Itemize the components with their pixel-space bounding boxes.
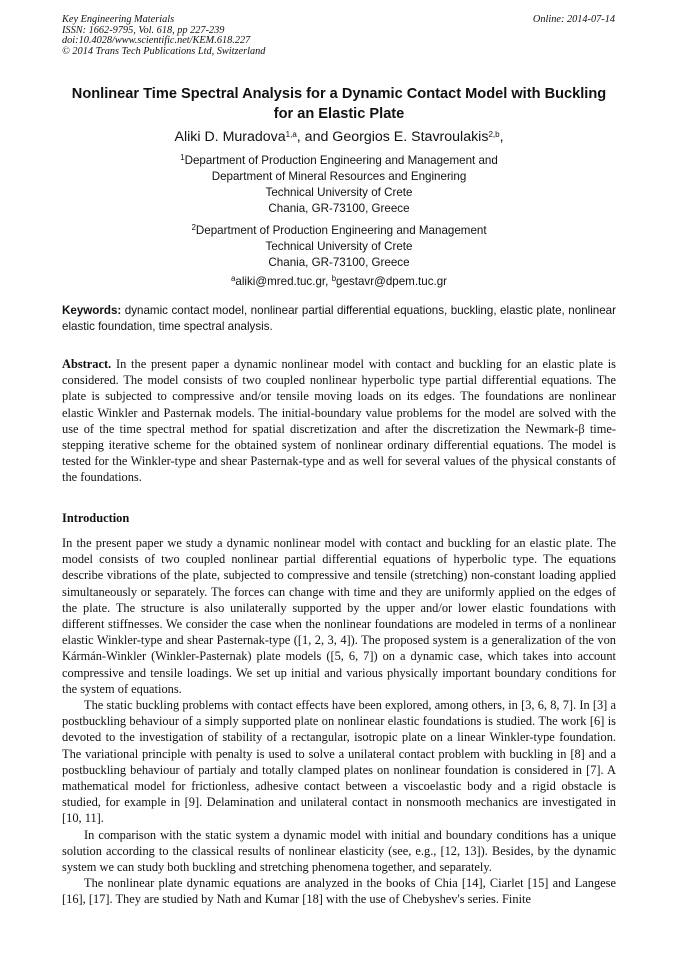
author-separator: , and <box>296 129 333 145</box>
journal-name: Key Engineering Materials <box>62 14 175 25</box>
affiliation-1-line-2: Department of Mineral Resources and Enginering <box>211 170 467 183</box>
keywords <box>62 303 616 334</box>
author-trailing: , <box>499 129 504 145</box>
introduction-body <box>62 535 616 908</box>
author-2: Georgios E. Stavroulakis <box>332 129 489 145</box>
paragraph: In the present paper we study a dynamic nonlinear model with contact and buckling for an elastic plate. The model consists of two coupled nonlinear partial differential equations of hyperbolic type. The equations describe vibrations of the plate, subjected to compressive and tensile (stretching) non-constant loading applied simultaneously or separately. The forces can change with time and they are uniformly applied on the edges of the plate. The structure is also unilaterally supported by the upper and/or lower elastic foundations with different stiffnesses. We consider the case when the nonlinear foundations are modeled in terms of a nonlinear elastic Winkler-type and shear Pasternak-type ([1, 2, 3, 4]). The proposed system is a generalization of the von Kármán-Winkler (Winkler-Pasternak) plate models ([5, 6, 7]) on a dynamic case, which takes into account compressive and tensile loadings. We set up initial and various physically important boundary conditions for the system of equations. <box>62 536 616 696</box>
author-2-superscript: 2,b <box>488 130 500 139</box>
abstract-label: Abstract. <box>62 357 112 371</box>
email-b-marker: b <box>331 274 337 283</box>
author-emails <box>62 274 616 290</box>
online-date: Online: 2014-07-14 <box>532 14 615 25</box>
abstract-text: In the present paper a dynamic nonlinear model with contact and buckling for an elastic plate is considered. The model consists of two coupled nonlinear hyperbolic type partial differential equations. The plate is subjected to compressive and/or tensile moving loads on its edges. The foundations are nonlinear elastic Winkler and Pasternak models. The initial-boundary value problems for the model are solved with the use of the time spectral method for spatial discretization and after the discretization the Newmark-β time-stepping iterative scheme for the obtained system of nonlinear ordinary differential equations. The model is tested for the Winkler-type and shear Pasternak-type and as well for several values of the physical constants of the foundations. <box>62 357 616 485</box>
paragraph: In comparison with the static system a dynamic model with initial and boundary conditions has a unique solution according to the classical results of nonlinear elasticity (see, e.g., [12, 13]). Besides, by the dynamic system we can study both buckling and stretching phenomena together, and separately. <box>62 827 616 875</box>
author-list <box>62 128 616 146</box>
email-a-marker: a <box>230 274 236 283</box>
affiliation-2-marker: 2 <box>191 223 196 232</box>
keywords-label: Keywords: <box>62 304 122 317</box>
affiliation-2 <box>62 223 616 271</box>
copyright-line: © 2014 Trans Tech Publications Ltd, Switzerland <box>62 45 266 57</box>
affiliation-1-line-1: Department of Production Engineering and Management and <box>184 154 498 167</box>
section-heading-introduction: Introduction <box>62 511 130 525</box>
paragraph: The static buckling problems with contact effects have been explored, among others, in [3, 6, 8, 7]. In [3] a postbuckling behaviour of a simply supported plate on nonlinear elastic foundations is studied. The work [6] is devoted to the investigation of stability of a rectangular, isotropic plate on a linear Winkler-type foundation. The variational principle with penalty is used to solve a unilateral contact problem with buckling in [8] and a postbuckling behaviour of partialy and totally clamped plates on nonlinear foundation is considered in [7]. A mathematical model for frictionless, adhesive contact between a viscoelastic body and a rigid obstacle is studied, for example in [9]. Delamination and unilateral contact in nonsmooth mechanics are investigated in [10, 11]. <box>62 698 616 826</box>
paragraph: The nonlinear plate dynamic equations are analyzed in the books of Chia [14], Ciarlet [15] and Langese [16], [17]. They are studied by Nath and Kumar [18] with the use of Chebyshev's series. Finite <box>62 876 616 907</box>
paper-title: Nonlinear Time Spectral Analysis for a Dynamic Contact Model with Buckling for an Elastic Plate <box>71 86 607 122</box>
keywords-text: dynamic contact model, nonlinear partial differential equations, buckling, elastic plate, nonlinear elastic foundation, time spectral analysis. <box>62 304 616 333</box>
affiliation-2-line-2: Technical University of Crete <box>265 240 413 253</box>
affiliation-1-marker: 1 <box>180 153 185 162</box>
doi-line: doi:10.4028/www.scientific.net/KEM.618.227 <box>62 35 251 47</box>
affiliation-2-line-1: Department of Production Engineering and Management <box>195 224 487 237</box>
affiliation-1-line-4: Chania, GR-73100, Greece <box>268 202 410 215</box>
affiliation-1 <box>62 153 616 217</box>
abstract <box>62 356 616 486</box>
affiliation-1-line-3: Technical University of Crete <box>265 186 413 199</box>
journal-header <box>62 15 265 57</box>
email-b: gestavr@dpem.tuc.gr <box>336 275 448 288</box>
email-a: aliki@mred.tuc.gr, <box>235 275 332 288</box>
affiliation-2-line-3: Chania, GR-73100, Greece <box>268 256 410 269</box>
author-1-superscript: 1,a <box>285 130 297 139</box>
author-1: Aliki D. Muradova <box>174 129 286 145</box>
issn-line: ISSN: 1662-9795, Vol. 618, pp 227-239 <box>62 24 225 36</box>
